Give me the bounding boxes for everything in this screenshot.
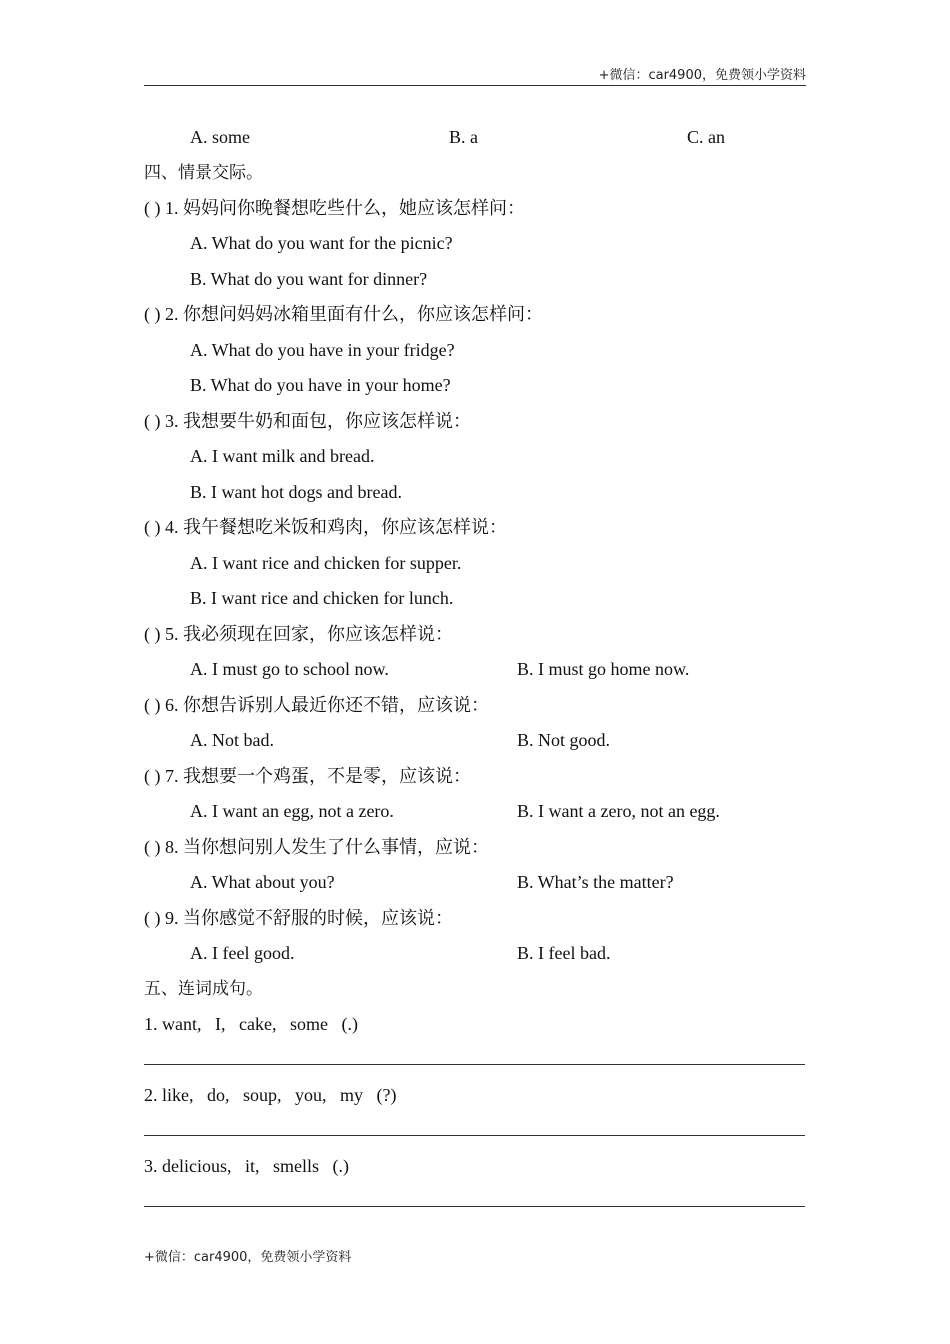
q9-option-b: B. I feel bad.	[517, 943, 611, 963]
q6-option-b: B. Not good.	[517, 730, 611, 750]
q3-prompt: ( ) 3. 我想要牛奶和面包，你应该怎样说：	[144, 411, 471, 431]
q4-prompt: ( ) 4. 我午餐想吃米饭和鸡肉，你应该怎样说：	[144, 517, 507, 537]
q5-option-a: A. I must go to school now.	[190, 659, 389, 679]
header-text: +微信：car4900，免费领小学资料	[598, 68, 806, 83]
q5-prompt: ( ) 5. 我必须现在回家，你应该怎样说：	[144, 624, 453, 644]
q4-option-a: A. I want rice and chicken for supper.	[190, 553, 462, 573]
q9-prompt: ( ) 9. 当你感觉不舒服的时候，应该说：	[144, 908, 453, 928]
q4-option-b: B. I want rice and chicken for lunch.	[190, 588, 454, 608]
s5-item-1: 1. want, I, cake, some (.)	[144, 1014, 358, 1034]
answer-line-1[interactable]	[144, 1064, 805, 1065]
s5-item-3: 3. delicious, it, smells (.)	[144, 1156, 349, 1176]
q2-prompt: ( ) 2. 你想问妈妈冰箱里面有什么，你应该怎样问：	[144, 304, 543, 324]
q7-option-a: A. I want an egg, not a zero.	[190, 801, 394, 821]
q2-option-a: A. What do you have in your fridge?	[190, 340, 455, 360]
prev-option-b: B. a	[449, 127, 478, 147]
q6-prompt: ( ) 6. 你想告诉别人最近你还不错，应该说：	[144, 695, 489, 715]
q1-option-b: B. What do you want for dinner?	[190, 269, 428, 289]
section4-title: 四、情景交际。	[144, 163, 263, 183]
header-divider	[144, 85, 806, 86]
q7-option-b: B. I want a zero, not an egg.	[517, 801, 720, 821]
q1-option-a: A. What do you want for the picnic?	[190, 233, 453, 253]
answer-line-3[interactable]	[144, 1206, 805, 1207]
q8-option-b: B. What’s the matter?	[517, 872, 674, 892]
q9-option-a: A. I feel good.	[190, 943, 295, 963]
q3-option-a: A. I want milk and bread.	[190, 446, 375, 466]
footer-text: +微信：car4900，免费领小学资料	[144, 1250, 352, 1265]
prev-option-c: C. an	[687, 127, 725, 147]
q8-option-a: A. What about you?	[190, 872, 335, 892]
q6-option-a: A. Not bad.	[190, 730, 274, 750]
q5-option-b: B. I must go home now.	[517, 659, 690, 679]
q2-option-b: B. What do you have in your home?	[190, 375, 451, 395]
s5-item-2: 2. like, do, soup, you, my (?)	[144, 1085, 397, 1105]
q8-prompt: ( ) 8. 当你想问别人发生了什么事情，应说：	[144, 837, 489, 857]
answer-line-2[interactable]	[144, 1135, 805, 1136]
q1-prompt: ( ) 1. 妈妈问你晚餐想吃些什么，她应该怎样问：	[144, 198, 525, 218]
q7-prompt: ( ) 7. 我想要一个鸡蛋，不是零，应该说：	[144, 766, 471, 786]
q3-option-b: B. I want hot dogs and bread.	[190, 482, 402, 502]
section5-title: 五、连词成句。	[144, 979, 263, 999]
prev-option-a: A. some	[190, 127, 250, 147]
